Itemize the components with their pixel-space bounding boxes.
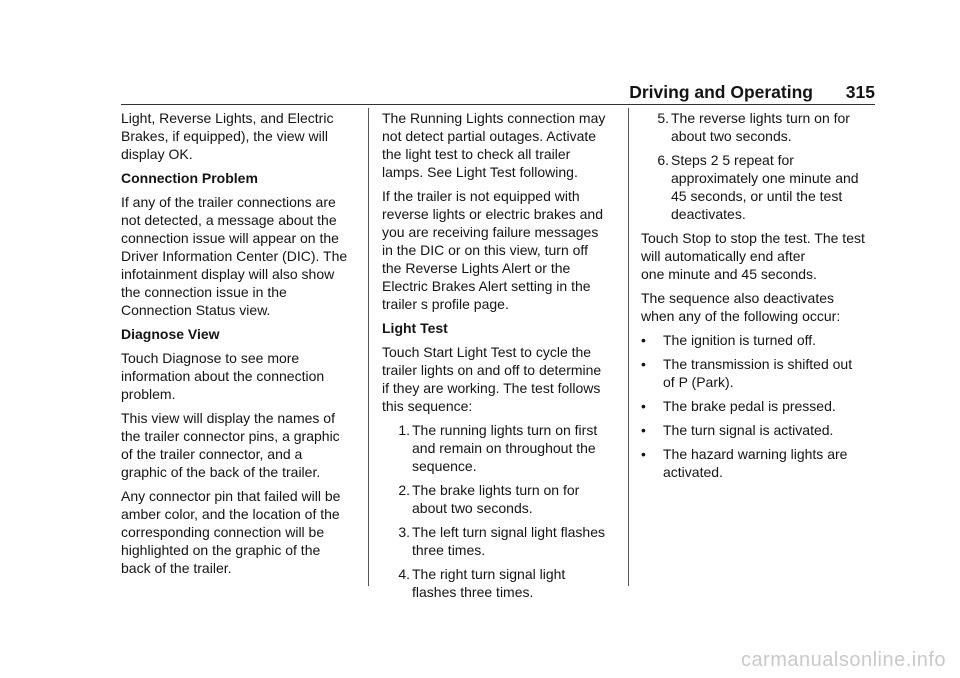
connection-problem-heading: Connection Problem (121, 170, 258, 186)
failed-pin-paragraph (121, 487, 361, 577)
text-line: the Reverse Lights Alert or the (382, 260, 571, 276)
text-line: deactivates. (671, 206, 746, 222)
not-equipped-paragraph (382, 187, 622, 313)
page-number: 315 (845, 82, 875, 102)
light-test-heading: Light Test (382, 320, 448, 336)
step-text (671, 151, 881, 223)
text-line: about two seconds. (671, 128, 792, 144)
text-line: not detect partial outages. Activate (382, 128, 597, 144)
text-line: The reverse lights turn on for (671, 110, 850, 126)
text-line: Steps 2 5 repeat for (671, 152, 794, 168)
step-text (671, 109, 881, 145)
step-number: 6. (657, 152, 669, 168)
text-line: The hazard warning lights are (663, 446, 848, 462)
text-line: three times. (412, 542, 486, 558)
step-text (412, 565, 622, 601)
text-line: about two seconds. (412, 500, 533, 516)
deactivate-bullet-list (641, 331, 881, 481)
text-line: The right turn signal light (412, 566, 566, 582)
text-line: amber color, and the location of the (121, 506, 340, 522)
page-header (121, 79, 875, 103)
text-line: back of the trailer. (121, 560, 232, 576)
text-line: Touch Start Light Test to cycle the (382, 344, 592, 360)
list-item (382, 481, 622, 517)
step-number: 4. (398, 566, 410, 582)
text-line: this sequence: (382, 398, 473, 414)
step-number: 3. (398, 524, 410, 540)
connection-paragraph (121, 193, 361, 319)
text-line: sequence. (412, 458, 477, 474)
intro-paragraph (121, 109, 361, 163)
text-line: Brakes, if equipped), the view will (121, 128, 328, 144)
text-line: corresponding connection will be (121, 524, 325, 540)
running-lights-paragraph (382, 109, 622, 181)
bullet-text (663, 331, 881, 349)
bullet-icon: • (641, 332, 646, 348)
list-item (641, 421, 881, 439)
list-item (641, 397, 881, 415)
text-line: if they are working. The test follows (382, 380, 601, 396)
text-line: trailer s profile page. (382, 296, 509, 312)
text-line: of P (Park). (663, 374, 734, 390)
text-line: If any of the trailer connections are (121, 194, 336, 210)
text-line: Touch Stop to stop the test. The test (641, 230, 865, 246)
list-item (382, 421, 622, 475)
step-text (412, 523, 622, 559)
text-line: The brake lights turn on for (412, 482, 580, 498)
text-line: 45 seconds, or until the test (671, 188, 843, 204)
text-line: If the trailer is not equipped with (382, 188, 580, 204)
text-line: The Running Lights connection may (382, 110, 606, 126)
text-line: The ignition is turned off. (663, 332, 817, 348)
bullet-text (663, 397, 881, 415)
list-item (382, 523, 622, 559)
bullet-icon: • (641, 446, 646, 462)
step-text (412, 481, 622, 517)
bullet-text (663, 421, 881, 439)
text-line: connection issue will appear on the (121, 230, 339, 246)
text-line: trailer lights on and off to determine (382, 362, 602, 378)
text-line: you are receiving failure messages (382, 224, 599, 240)
header-rule (121, 104, 875, 105)
text-line: The sequence also deactivates (641, 290, 835, 306)
text-line: graphic of the back of the trailer. (121, 464, 321, 480)
list-item (641, 445, 881, 481)
text-line: The running lights turn on first (412, 422, 598, 438)
step-number: 5. (657, 110, 669, 126)
text-line: Touch Diagnose to see more (121, 350, 300, 366)
text-line: Any connector pin that failed will be (121, 488, 341, 504)
text-line: Light, Reverse Lights, and Electric (121, 110, 334, 126)
bullet-icon: • (641, 356, 646, 372)
text-line: This view will display the names of (121, 410, 335, 426)
text-line: when any of the following occur: (641, 308, 841, 324)
text-line: activated. (663, 464, 723, 480)
text-line: in the DIC or on this view, turn off (382, 242, 588, 258)
text-line: of the trailer connector, and a (121, 446, 303, 462)
bullet-icon: • (641, 422, 646, 438)
bullet-text (663, 445, 881, 481)
text-line: the trailer connector pins, a graphic (121, 428, 340, 444)
bullet-text (663, 355, 881, 391)
list-item (641, 109, 881, 145)
column-3 (641, 109, 881, 487)
text-line: Electric Brakes Alert setting in the (382, 278, 591, 294)
light-test-paragraph (382, 343, 622, 415)
text-line: highlighted on the graphic of the (121, 542, 321, 558)
text-line: not detected, a message about the (121, 212, 337, 228)
section-title: Driving and Operating (629, 82, 813, 102)
column-2 (382, 109, 622, 607)
text-line: problem. (121, 386, 176, 402)
text-line: reverse lights or electric brakes and (382, 206, 603, 222)
bullet-icon: • (641, 398, 646, 414)
text-line: Connection Status view. (121, 302, 271, 318)
text-line: The transmission is shifted out (663, 356, 853, 372)
sequence-steps-list-continued (641, 109, 881, 223)
list-item (641, 331, 881, 349)
stop-paragraph (641, 229, 881, 283)
text-line: information about the connection (121, 368, 325, 384)
text-line: the light test to check all trailer (382, 146, 571, 162)
column-divider-2 (628, 108, 629, 586)
column-divider-1 (368, 108, 369, 586)
text-line: will automatically end after (641, 248, 806, 264)
text-line: one minute and 45 seconds. (641, 266, 817, 282)
text-line: lamps. See Light Test following. (382, 164, 578, 180)
list-item (382, 565, 622, 601)
text-line: Driver Information Center (DIC). The (121, 248, 348, 264)
list-item (641, 151, 881, 223)
deactivate-paragraph (641, 289, 881, 325)
list-item (641, 355, 881, 391)
diagnose-paragraph (121, 349, 361, 403)
watermark-text: carmanualsonline.info (740, 649, 946, 671)
text-line: and remain on throughout the (412, 440, 596, 456)
text-line: approximately one minute and (671, 170, 859, 186)
text-line: flashes three times. (412, 584, 534, 600)
column-1 (121, 109, 361, 583)
text-line: display OK. (121, 146, 193, 162)
text-line: The brake pedal is pressed. (663, 398, 836, 414)
view-paragraph (121, 409, 361, 481)
step-text (412, 421, 622, 475)
text-line: The turn signal is activated. (663, 422, 834, 438)
diagnose-view-heading: Diagnose View (121, 326, 220, 342)
step-number: 2. (398, 482, 410, 498)
text-line: the connection issue in the (121, 284, 287, 300)
text-line: infotainment display will also show (121, 266, 335, 282)
step-number: 1. (398, 422, 410, 438)
sequence-steps-list (382, 421, 622, 601)
text-line: The left turn signal light flashes (412, 524, 605, 540)
